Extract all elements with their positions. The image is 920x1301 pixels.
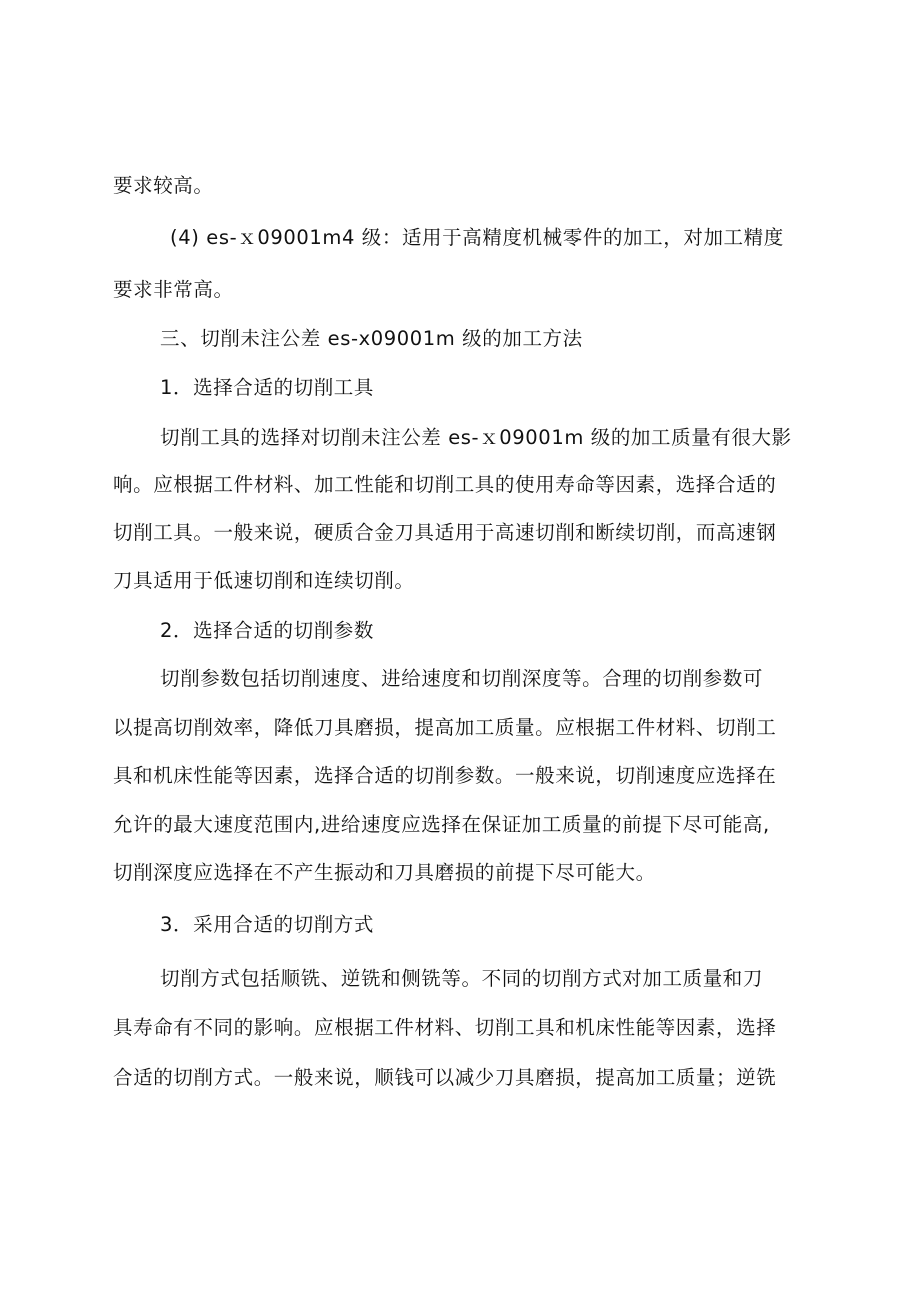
- paragraph-2-line-3: 具和机床性能等因素，选择合适的切削参数。一般来说，切削速度应选择在: [113, 764, 777, 787]
- paragraph-3-line-2: 具寿命有不同的影响。应根据工件材料、切削工具和机床性能等因素，选择: [113, 1016, 777, 1039]
- paragraph-2-line-1: 切削参数包括切削速度、进给速度和切削深度等。合理的切削参数可: [160, 667, 764, 690]
- section-heading: 三、切削未注公差 es-x09001m 级的加工方法: [160, 327, 583, 350]
- paragraph-3-line-1: 切削方式包括顺铣、逆铣和侧铣等。不同的切削方式对加工质量和刀: [160, 967, 764, 990]
- subheading-2: 2．选择合适的切削参数: [160, 619, 375, 642]
- paragraph-continuation-line: 要求较高。: [113, 174, 214, 197]
- paragraph-3-line-3: 合适的切削方式。一般来说，顺钱可以减少刀具磨损，提高加工质量；逆铣: [113, 1066, 777, 1089]
- paragraph-2-line-4: 允许的最大速度范围内,进给速度应选择在保证加工质量的前提下尽可能高,: [113, 813, 770, 836]
- subheading-3: 3．采用合适的切削方式: [160, 913, 375, 936]
- paragraph-1-line-1: 切削工具的选择对切削未注公差 es-ｘ09001m 级的加工质量有很大影: [160, 426, 792, 449]
- paragraph-2-line-2: 以提高切削效率，降低刀具磨损，提高加工质量。应根据工件材料、切削工: [113, 716, 777, 739]
- list-item-4-line-1: (4) es-ｘ09001m4 级：适用于高精度机械零件的加工，对加工精度: [170, 226, 784, 249]
- paragraph-1-line-2: 响。应根据工件材料、加工性能和切削工具的使用寿命等因素，选择合适的: [113, 473, 777, 496]
- subheading-1: 1．选择合适的切削工具: [160, 376, 375, 399]
- paragraph-2-line-5: 切削深度应选择在不产生振动和刀具磨损的前提下尽可能大。: [113, 861, 656, 884]
- paragraph-1-line-3: 切削工具。一般来说，硬质合金刀具适用于高速切削和断续切削，而高速钢: [113, 521, 777, 544]
- paragraph-1-line-4: 刀具适用于低速切削和连续切削。: [113, 569, 415, 592]
- list-item-4-line-2: 要求非常高。: [113, 278, 234, 301]
